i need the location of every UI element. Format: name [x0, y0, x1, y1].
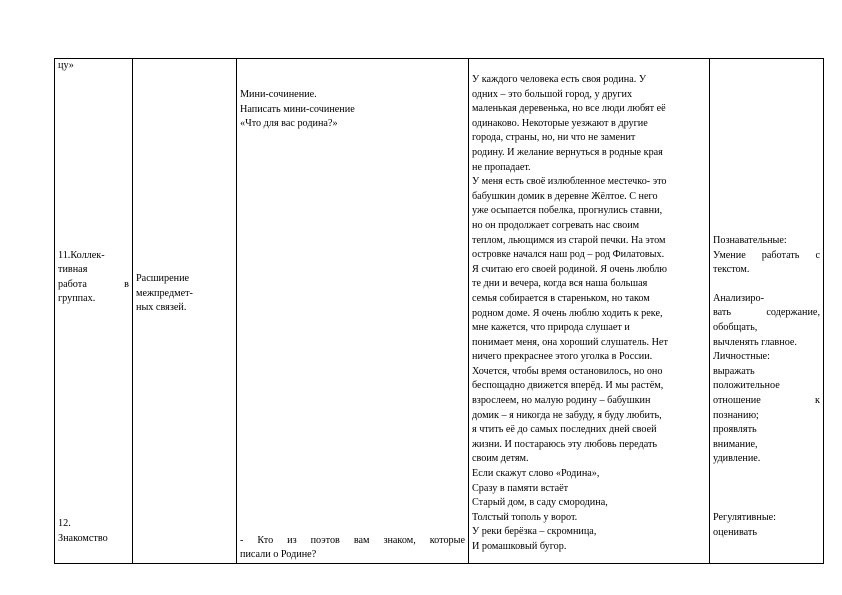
- essay-line: понимает меня, она хороший слушатель. Нет: [472, 336, 668, 348]
- question-line: писали о Родине?: [240, 549, 317, 561]
- uud-line: Умение работать с: [713, 249, 820, 261]
- essay-line: беспощадно движется вперёд. И мы растём,: [472, 380, 664, 392]
- goal-line: Расширение: [136, 273, 190, 284]
- cell-spacer: [136, 59, 233, 272]
- essay-line: уже осыпается побелка, прогнулись ставни,: [472, 205, 663, 217]
- essay-line: маленькая деревенька, но все люди любят её: [472, 103, 666, 115]
- essay-line: Толстый тополь у ворот.: [472, 511, 578, 523]
- cell-spacer: [240, 132, 465, 534]
- uud-line: положительное: [713, 380, 780, 392]
- essay-line: родном доме. Я очень люблю ходить к реке,: [472, 307, 663, 319]
- essay-line: родину. И желание вернуться в родные края: [472, 146, 663, 158]
- essay-line: ничего прекраснее этого уголка в России.: [472, 351, 653, 363]
- uud-line: удивление.: [713, 453, 761, 465]
- essay-line: И ромашковый бугор.: [472, 541, 567, 552]
- uud-line: проявлять: [713, 424, 757, 436]
- uud-line: Регулятивные:: [713, 511, 777, 523]
- essay-line: домик – я никогда не забуду, я буду любить,: [472, 409, 662, 421]
- cell-spacer: [58, 74, 129, 249]
- essay-line: жизни. И постараюсь эту любовь передать: [472, 438, 658, 450]
- essay-line: но он продолжает согревать нас своим: [472, 219, 640, 231]
- essay-line: я чтить её до самых последних дней своей: [472, 424, 657, 436]
- uud-line: выражать: [713, 365, 755, 377]
- uud-line: вычленять главное.: [713, 336, 797, 348]
- essay-line: взрослеем, но малую родину – бабушкин: [472, 395, 651, 407]
- stage-continued-text: цу»: [58, 60, 74, 71]
- essay-line: Я считаю его своей родиной. Я очень люблю: [472, 263, 667, 275]
- uud-line: Анализиро-: [713, 292, 765, 304]
- stage-11-line: работа в: [58, 278, 129, 290]
- essay-line: те дни и вечера, когда вся наша большая: [472, 278, 648, 290]
- uud-line: обобщать,: [713, 321, 758, 333]
- stage-cell: [55, 59, 133, 564]
- essay-line: одинаково. Некоторые уезжают в другие: [472, 117, 648, 129]
- stage-11-line: тивная: [58, 264, 88, 276]
- uud-line: оценивать: [713, 526, 758, 538]
- uud-line: внимание,: [713, 438, 758, 450]
- essay-line: островке начался наш род – род Филатовых.: [472, 249, 665, 261]
- essay-line: мне кажется, что природа слушает и: [472, 322, 630, 334]
- essay-line: города, страны, но, ни что не заменит: [472, 132, 636, 144]
- essay-line: У меня есть своё излюбленное местечко- это: [472, 176, 667, 188]
- uud-line: Познавательные:: [713, 235, 787, 246]
- essay-text: [472, 73, 706, 555]
- cell-spacer: [58, 307, 129, 517]
- stage-12-line: Знакомство: [58, 532, 108, 544]
- essay-line: бабушкин домик в деревне Жёлтое. С него: [472, 190, 658, 202]
- essay-line: У каждого человека есть своя родина. У: [472, 74, 647, 85]
- cell-spacer: [472, 59, 706, 73]
- student-activity-cell: [469, 59, 710, 564]
- essay-line: своим детям.: [472, 453, 529, 465]
- cell-spacer: [713, 278, 820, 292]
- stage-11-line: группах.: [58, 293, 96, 305]
- task-line: Мини-сочинение.: [240, 89, 317, 100]
- teacher-activity-cell: [237, 59, 469, 564]
- stage-12-line: 12.: [58, 517, 71, 529]
- essay-line: У реки берёзка – скромница,: [472, 526, 597, 538]
- essay-line: Если скажут слово «Родина»,: [472, 468, 600, 480]
- essay-line: одних – это большой город, у других: [472, 88, 633, 100]
- goal-line: межпредмет-: [136, 287, 193, 299]
- uud-line: текстом.: [713, 264, 750, 276]
- cell-spacer: [713, 467, 820, 511]
- table-row: [55, 59, 824, 564]
- cell-spacer: [240, 59, 465, 88]
- essay-line: теплом, льющимся из старой печки. На этом: [472, 234, 666, 246]
- question-line: - Кто из поэтов вам знаком, которые: [240, 534, 465, 546]
- essay-line: Старый дом, в саду смородина,: [472, 497, 608, 509]
- stage-11-line: 11.Коллек-: [58, 249, 105, 261]
- task-line: «Что для вас родина?»: [240, 118, 338, 130]
- lesson-plan-table: [54, 58, 824, 564]
- uud-line: Личностные:: [713, 351, 770, 363]
- task-line: Написать мини-сочинение: [240, 103, 355, 115]
- uud-line: отношение к: [713, 394, 820, 406]
- essay-line: Хочется, чтобы время остановилось, но оно: [472, 365, 663, 377]
- uud-cell: [710, 59, 824, 564]
- uud-line: познанию;: [713, 409, 759, 421]
- essay-line: семья собирается в стареньком, но таком: [472, 292, 650, 304]
- uud-line: вать содержание,: [713, 307, 820, 319]
- goal-cell: [133, 59, 237, 564]
- essay-line: Сразу в памяти встаёт: [472, 482, 569, 494]
- essay-line: не пропадает.: [472, 161, 531, 173]
- goal-line: ных связей.: [136, 302, 187, 314]
- cell-spacer: [713, 59, 820, 234]
